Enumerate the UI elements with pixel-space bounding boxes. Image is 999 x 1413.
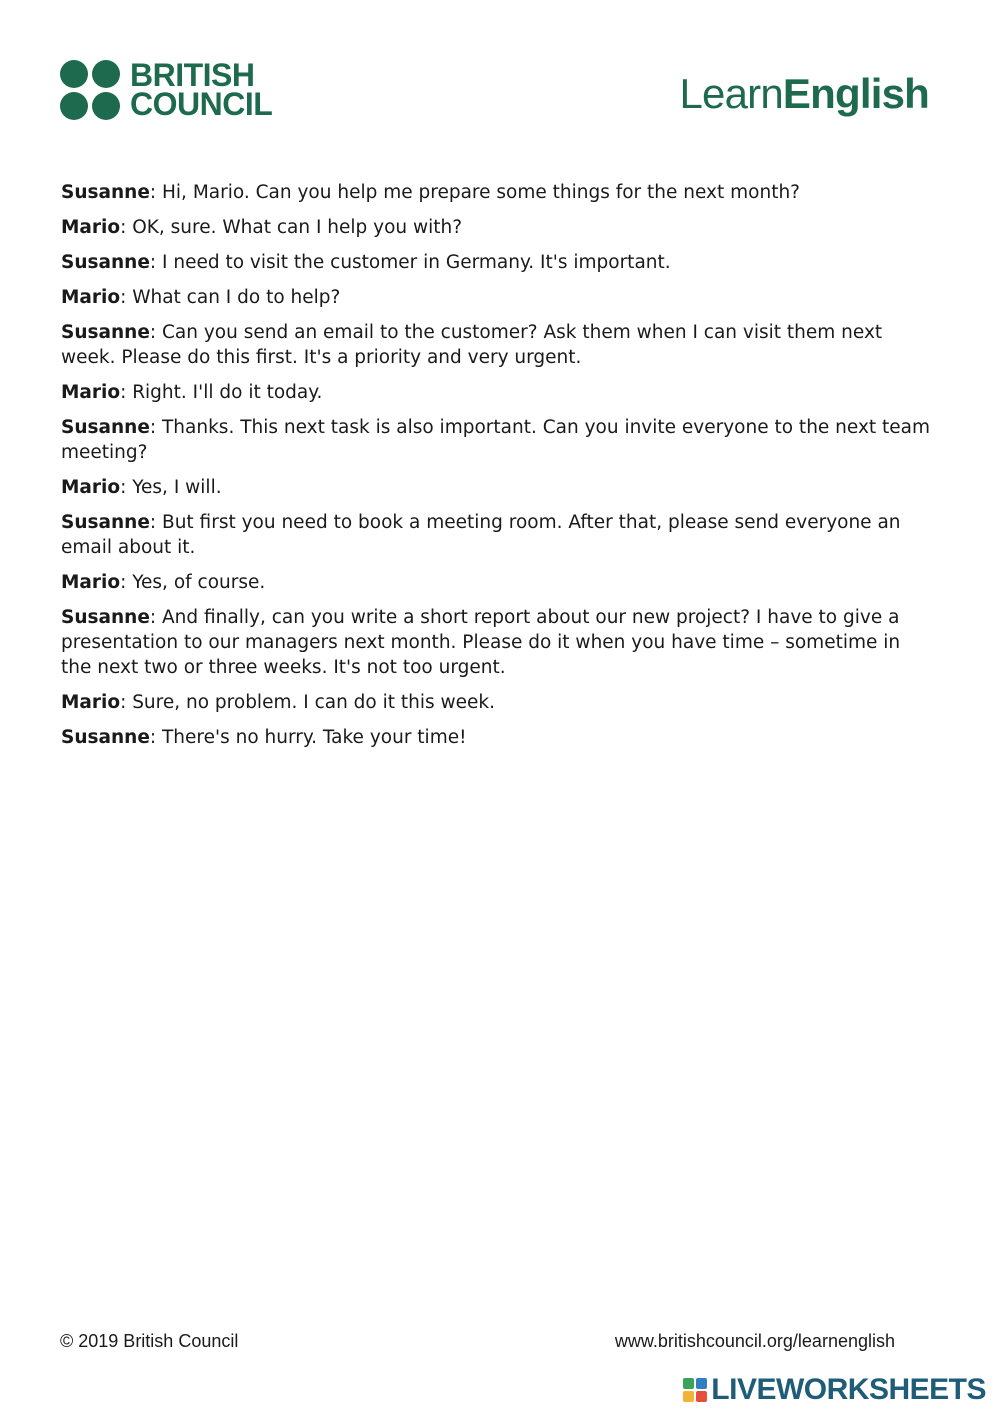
- dialogue-text: : Right. I'll do it today.: [120, 382, 323, 403]
- dialogue-text: : Thanks. This next task is also important. Can you invite everyone to the next team meeting?: [61, 417, 931, 463]
- dialogue-line: [61, 380, 931, 405]
- speaker-name: Susanne: [61, 252, 150, 273]
- dialogue-line: [61, 320, 931, 370]
- dialogue-line: [61, 510, 931, 560]
- dialogue-line: [61, 605, 931, 680]
- speaker-name: Susanne: [61, 727, 150, 748]
- liveworksheets-icon: [683, 1378, 707, 1402]
- speaker-name: Susanne: [61, 417, 150, 438]
- dialogue-text: : Sure, no problem. I can do it this week.: [120, 692, 496, 713]
- liveworksheets-watermark: LIVEWORKSHEETS: [683, 1373, 986, 1407]
- dialogue-line: [61, 285, 931, 310]
- dialogue-line: [61, 250, 931, 275]
- dialogue-text: : OK, sure. What can I help you with?: [120, 217, 463, 238]
- dialogue-transcript: [61, 180, 931, 760]
- dialogue-text: : I need to visit the customer in Germany. It's important.: [149, 252, 671, 273]
- dialogue-text: : What can I do to help?: [120, 287, 341, 308]
- dialogue-text: : Yes, of course.: [120, 572, 266, 593]
- british-council-dots-icon: [60, 60, 120, 120]
- dialogue-line: [61, 570, 931, 595]
- dialogue-text: : There's no hurry. Take your time!: [149, 727, 467, 748]
- dialogue-line: [61, 215, 931, 240]
- british-council-wordmark: BRITISH COUNCIL: [130, 57, 273, 122]
- dialogue-line: [61, 475, 931, 500]
- dialogue-text: : Yes, I will.: [120, 477, 222, 498]
- speaker-name: Mario: [61, 572, 121, 593]
- dialogue-text: : And finally, can you write a short report about our new project? I have to give a presentation to our managers next month. Please do it when you have time – sometime in the next two or three weeks. It's not too urgent.: [61, 607, 901, 678]
- speaker-name: Mario: [61, 692, 121, 713]
- dialogue-line: [61, 180, 931, 205]
- dialogue-text: : Can you send an email to the customer? Ask them when I can visit them next week. Please do this first. It's a priority and very urgent.: [61, 322, 883, 368]
- speaker-name: Susanne: [61, 182, 150, 203]
- learnenglish-logo: LearnEnglish: [679, 70, 929, 117]
- speaker-name: Mario: [61, 477, 121, 498]
- speaker-name: Mario: [61, 217, 121, 238]
- dialogue-text: : But first you need to book a meeting room. After that, please send everyone an email about it.: [61, 512, 901, 558]
- british-council-logo: [60, 57, 273, 122]
- dialogue-line: [61, 415, 931, 465]
- footer-url: www.britishcouncil.org/learnenglish: [614, 1331, 895, 1351]
- dialogue-line: [61, 690, 931, 715]
- speaker-name: Susanne: [61, 512, 150, 533]
- speaker-name: Susanne: [61, 607, 150, 628]
- dialogue-text: : Hi, Mario. Can you help me prepare some things for the next month?: [149, 182, 801, 203]
- dialogue-line: [61, 725, 931, 750]
- speaker-name: Susanne: [61, 322, 150, 343]
- speaker-name: Mario: [61, 287, 121, 308]
- page-footer: [60, 1331, 895, 1352]
- copyright-text: © 2019 British Council: [60, 1331, 239, 1351]
- speaker-name: Mario: [61, 382, 121, 403]
